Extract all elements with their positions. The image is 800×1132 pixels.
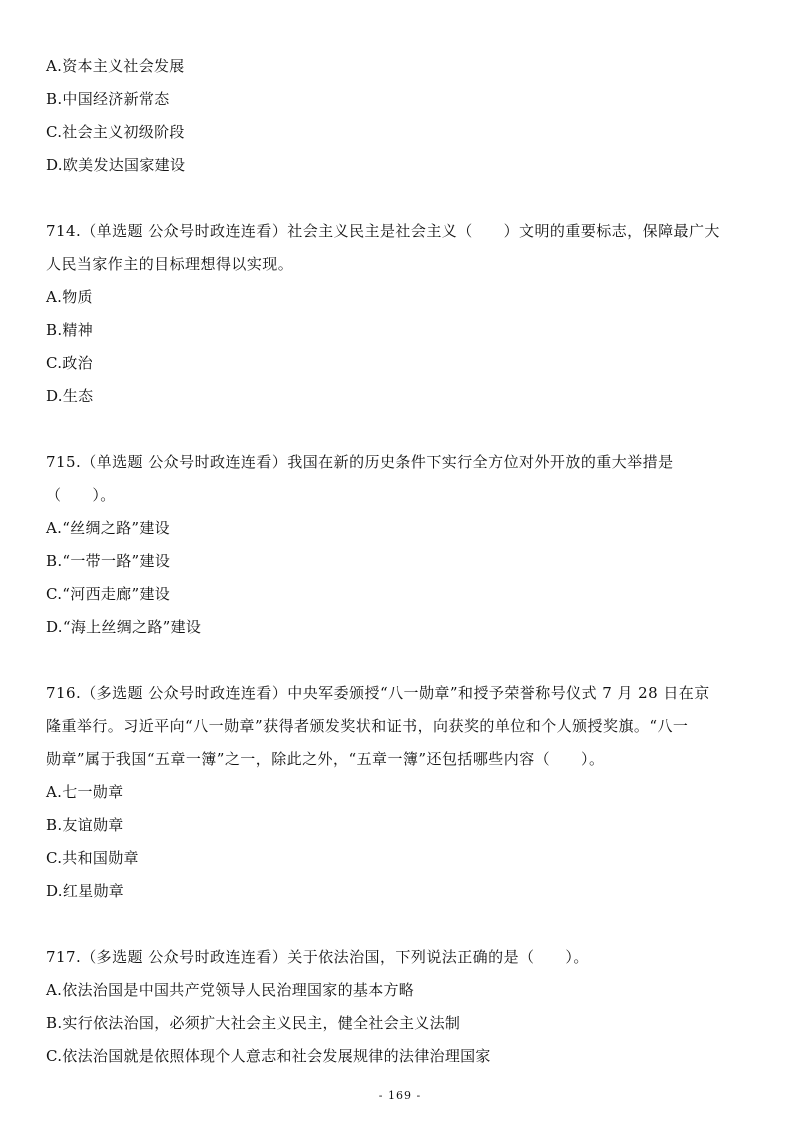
option-a: A.“丝绸之路”建设 [46, 519, 170, 537]
option-a: A.物质 [46, 288, 93, 306]
page-number: - 169 - [378, 1089, 422, 1102]
question-715-line-1: 715.（单选题 公众号时政连连看）我国在新的历史条件下实行全方位对外开放的重大举措是 [46, 453, 674, 471]
option-b: B.“一带一路”建设 [46, 552, 171, 570]
option-b: B.精神 [46, 321, 93, 339]
option-b: B.友谊勋章 [46, 816, 124, 834]
option-c: C.“河西走廊”建设 [46, 585, 171, 603]
option-a: A.七一勋章 [46, 783, 124, 801]
question-716-line-3: 勋章”属于我国“五章一簿”之一，除此之外，“五章一簿”还包括哪些内容（ ）。 [46, 750, 605, 768]
option-a: A.资本主义社会发展 [46, 57, 185, 75]
option-c: C.政治 [46, 354, 93, 372]
question-715-line-2: （ ）。 [46, 486, 116, 504]
option-d: D.生态 [46, 387, 94, 405]
question-714-line-1: 714.（单选题 公众号时政连连看）社会主义民主是社会主义（ ）文明的重要标志，保障最广大 [46, 222, 720, 240]
question-717-line-1: 717.（多选题 公众号时政连连看）关于依法治国，下列说法正确的是（ ）。 [46, 948, 589, 966]
question-716-line-1: 716.（多选题 公众号时政连连看）中央军委颁授“八一勋章”和授予荣誉称号仪式 7 月 28 日在京 [46, 684, 710, 702]
option-d: D.“海上丝绸之路”建设 [46, 618, 202, 636]
question-716-line-2: 隆重举行。习近平向“八一勋章”获得者颁发奖状和证书，向获奖的单位和个人颁授奖旗。“八一 [46, 717, 689, 735]
option-b: B.实行依法治国，必须扩大社会主义民主，健全社会主义法制 [46, 1014, 461, 1032]
option-c: C.共和国勋章 [46, 849, 139, 867]
option-a: A.依法治国是中国共产党领导人民治理国家的基本方略 [46, 981, 415, 999]
option-d: D.欧美发达国家建设 [46, 156, 186, 174]
option-d: D.红星勋章 [46, 882, 125, 900]
option-c: C.依法治国就是依照体现个人意志和社会发展规律的法律治理国家 [46, 1047, 491, 1065]
question-714-line-2: 人民当家作主的目标理想得以实现。 [46, 255, 294, 273]
option-c: C.社会主义初级阶段 [46, 123, 185, 141]
option-b: B.中国经济新常态 [46, 90, 170, 108]
